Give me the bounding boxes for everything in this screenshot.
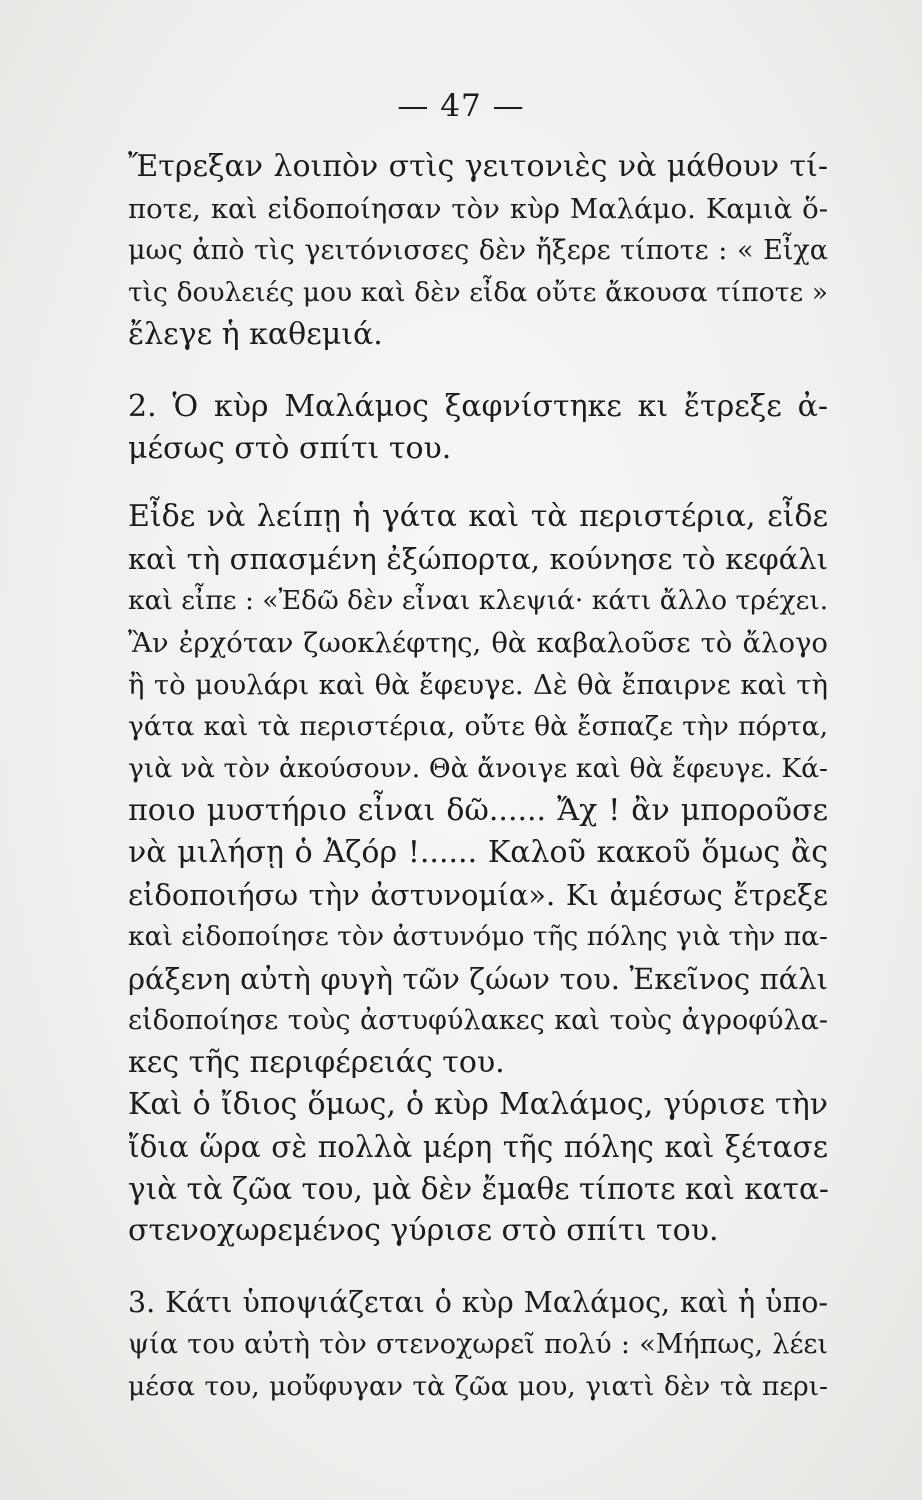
text-line: καὶ τὴ σπασμένη ἐξώπορτα, κούνησε τὸ κεφάλι — [128, 542, 828, 576]
text-line: Ἂν ἐρχόταν ζωοκλέφτης, θὰ καβαλοῦσε τὸ ἄλογο — [128, 627, 828, 659]
text-line: Ἔτρεξαν λοιπὸν στὶς γειτονιὲς νὰ μάθουν τί- — [128, 149, 828, 184]
text-line: μέσως στὸ σπίτι του. — [128, 431, 452, 466]
text-line: ράξενη αὐτὴ φυγὴ τῶν ζώων του. Ἐκεῖνος πάλι — [128, 962, 828, 996]
text-line: εἰδοποιήσω τὴν ἀστυνομία». Κι ἀμέσως ἔτρεξε — [128, 878, 828, 912]
text-line: μως ἀπὸ τὶς γειτόνισσες δὲν ἤξερε τίποτε : « Εἶχα — [128, 235, 828, 266]
text-line: γιὰ νὰ τὸν ἀκούσουν. Θὰ ἄνοιγε καὶ θὰ ἔφευγε. Κά- — [128, 753, 828, 784]
text-line: καὶ εἶπε : «Ἐδῶ δὲν εἶναι κλεψιά· κάτι ἄλλο τρέχει. — [128, 585, 829, 616]
paragraph — [128, 146, 828, 356]
text-line: Εἶδε νὰ λείπῃ ἡ γάτα καὶ τὰ περιστέρια, εἶδε — [128, 499, 828, 534]
text-line: μέσα του, μοὔφυγαν τὰ ζῶα μου, γιατὶ δὲν τὰ περι- — [128, 1371, 828, 1402]
text-line: Καὶ ὁ ἴδιος ὅμως, ὁ κὺρ Μαλάμος, γύρισε τὴν — [128, 1087, 828, 1122]
text-line: ἴδια ὥρα σὲ πολλὰ μέρη τῆς πόλης καὶ ξέτασε — [128, 1130, 828, 1164]
text-line: τὶς δουλειές μου καὶ δὲν εἶδα οὔτε ἄκουσα τίποτε » — [128, 277, 828, 308]
text-line: ἔλεγε ἡ καθεμιά. — [128, 317, 383, 352]
body-text — [128, 146, 828, 1408]
page-number: — 47 — — [397, 88, 525, 124]
paragraph — [128, 1282, 828, 1408]
text-line: νὰ μιλήσῃ ὁ Ἀζόρ !...... Καλοῦ κακοῦ ὅμως ἂς — [128, 835, 828, 870]
text-line: 3. Κάτι ὑποψιάζεται ὁ κὺρ Μαλάμος, καὶ ἡ ὑπο- — [128, 1286, 828, 1319]
text-line: ψία του αὐτὴ τὸν στενοχωρεῖ πολύ : «Μήπως, λέει — [128, 1329, 828, 1360]
text-line: 2. Ὁ κὺρ Μαλάμος ξαφνίστηκε κι ἔτρεξε ἀ- — [128, 389, 828, 424]
text-line: ποτε, καὶ εἰδοποίησαν τὸν κὺρ Μαλάμο. Καμιὰ ὅ- — [128, 193, 828, 225]
paragraph — [128, 496, 828, 1084]
paragraph — [128, 1084, 828, 1252]
text-line: καὶ εἰδοποίησε τὸν ἀστυνόμο τῆς πόλης γιὰ τὴν πα- — [128, 921, 828, 952]
text-line: εἰδοποίησε τοὺς ἀστυφύλακες καὶ τοὺς ἀγροφύλα- — [128, 1005, 828, 1036]
text-line: ἢ τὸ μουλάρι καὶ θὰ ἔφευγε. Δὲ θὰ ἔπαιρνε καὶ τὴ — [128, 669, 828, 701]
text-line: ποιο μυστήριο εἶναι δῶ...... Ἄχ ! ἂν μποροῦσε — [128, 793, 828, 828]
text-line: γάτα καὶ τὰ περιστέρια, οὔτε θὰ ἔσπαζε τὴν πόρτα, — [128, 711, 828, 742]
text-line: γιὰ τὰ ζῶα του, μὰ δὲν ἔμαθε τίποτε καὶ κατα- — [128, 1172, 829, 1206]
text-line: στενοχωρεμένος γύρισε στὸ σπίτι του. — [128, 1213, 719, 1248]
paragraph — [128, 386, 828, 470]
text-line: κες τῆς περιφέρειάς του. — [128, 1045, 505, 1080]
